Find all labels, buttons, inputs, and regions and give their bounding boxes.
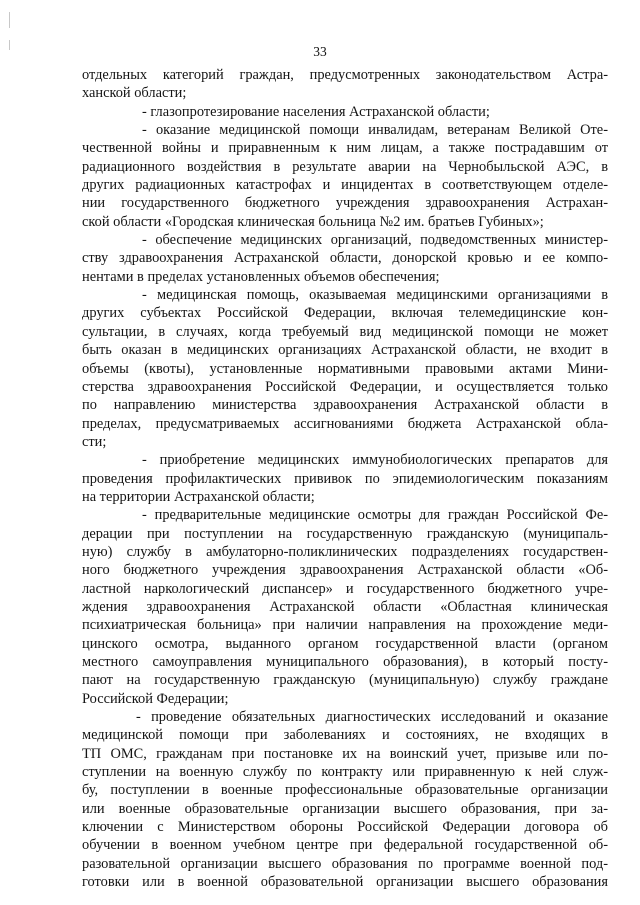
text-line: нентами в пределах установленных объемов обеспечения;: [82, 268, 440, 285]
paragraph: [82, 506, 608, 708]
text-line: радиационного воздействия в результате аварии на Чернобыльской АЭС, в: [82, 158, 608, 175]
text-line: ключении с Министерством обороны Российской Федерации договора об: [82, 819, 608, 836]
paragraph: [82, 231, 608, 286]
text-line: на территории Астраханской области;: [82, 488, 315, 505]
text-line: сультации, в случаях, когда требуемый вид медицинской помощи не может: [82, 323, 608, 340]
text-line: психиатрическая больница» при наличии направления на прохождение меди-: [82, 617, 608, 634]
text-line: - оказание медицинской помощи инвалидам, ветеранам Великой Оте-: [142, 122, 608, 139]
text-line: ного бюджетного учреждения здравоохранения Астраханской области «Об-: [82, 562, 608, 579]
text-line: быть оказан в медицинских организациях Астраханской области, не входит в: [82, 342, 608, 359]
paragraph: [82, 121, 608, 231]
paragraph: [82, 286, 608, 451]
text-line: или военные образовательные организации высшего образования, при за-: [82, 800, 608, 817]
paragraph: [82, 451, 608, 506]
text-line: объемы (квоты), установленные нормативными правовыми актами Мини-: [82, 360, 608, 377]
paragraph: [82, 66, 608, 103]
text-line: готовки или в военной образовательной организации высшего образования: [82, 874, 608, 891]
text-line: нии государственного бюджетного учреждения здравоохранения Астрахан-: [82, 195, 608, 212]
text-line: цинского осмотра, выданного органом государственной власти (органом: [82, 635, 608, 652]
text-line: проведения профилактических прививок по эпидемиологическим показаниям: [82, 470, 608, 487]
scan-edge-mark: [9, 12, 10, 28]
text-line: сти;: [82, 433, 107, 450]
text-line: бу, поступлении в военные профессиональные образовательные организации: [82, 782, 608, 799]
text-line: ТП ОМС, гражданам при постановке их на воинский учет, призыве или по-: [82, 745, 608, 762]
text-line: медицинской помощи при заболеваниях и состояниях, не входящих в: [82, 727, 608, 744]
text-line: отдельных категорий граждан, предусмотренных законодательством Астра-: [82, 67, 608, 83]
text-line: ступлении на военную службу по контракту или приравненную к ней служ-: [82, 764, 608, 781]
text-line: разовательной организации высшего образования по программе военной под-: [82, 855, 608, 872]
text-line: ской области «Городская клиническая больница №2 им. братьев Губиных»;: [82, 213, 544, 230]
text-line: ждения здравоохранения Астраханской области «Областная клиническая: [82, 598, 608, 615]
text-line: ластной наркологический диспансер» и государственного бюджетного учре-: [82, 580, 608, 597]
text-line: других субъектах Российской Федерации, включая телемедицинские кон-: [82, 305, 608, 322]
text-line: дерации при поступлении на государственную гражданскую (муниципаль-: [82, 525, 608, 542]
text-line: - проведение обязательных диагностических исследований и оказание: [136, 709, 608, 726]
text-line: Российской Федерации;: [82, 690, 229, 707]
text-line: ханской области;: [82, 85, 187, 102]
text-line: - медицинская помощь, оказываемая медицинскими организациями в: [142, 287, 608, 304]
text-line: местного самоуправления муниципального образования), в который посту-: [82, 654, 608, 670]
text-line: пределах, предусматриваемых ассигнованиями бюджета Астраханской обла-: [82, 415, 608, 432]
text-line: стерства здравоохранения Российской Федерации, и осуществляется только: [82, 378, 608, 395]
document-body: [82, 66, 608, 891]
text-line: чественной войны и приравненным к ним лицам, а также пострадавшим от: [82, 140, 608, 157]
text-line: по направлению министерства здравоохранения Астраханской области в: [82, 397, 608, 414]
text-line: - обеспечение медицинских организаций, подведомственных министер-: [142, 232, 608, 249]
text-line: - предварительные медицинские осмотры для граждан Российской Фе-: [142, 507, 608, 524]
paragraph: [82, 708, 608, 891]
text-line: обучении в военном учебном центре при федеральной государственной об-: [82, 837, 608, 854]
text-line: ству здравоохранения Астраханской области, донорской кровью и ее компо-: [82, 250, 608, 267]
paragraph: [82, 103, 608, 121]
text-line: других радиационных катастрофах и инцидентах в соответствующем отделе-: [82, 177, 608, 194]
page-number: 33: [313, 44, 327, 59]
text-line: - глазопротезирование населения Астраханской области;: [142, 103, 490, 120]
text-line: ную) службу в амбулаторно-поликлинических подразделениях государствен-: [82, 543, 608, 560]
text-line: - приобретение медицинских иммунобиологических препаратов для: [142, 452, 608, 469]
text-line: пают на государственную гражданскую (муниципальную) службу граждане: [82, 672, 608, 689]
